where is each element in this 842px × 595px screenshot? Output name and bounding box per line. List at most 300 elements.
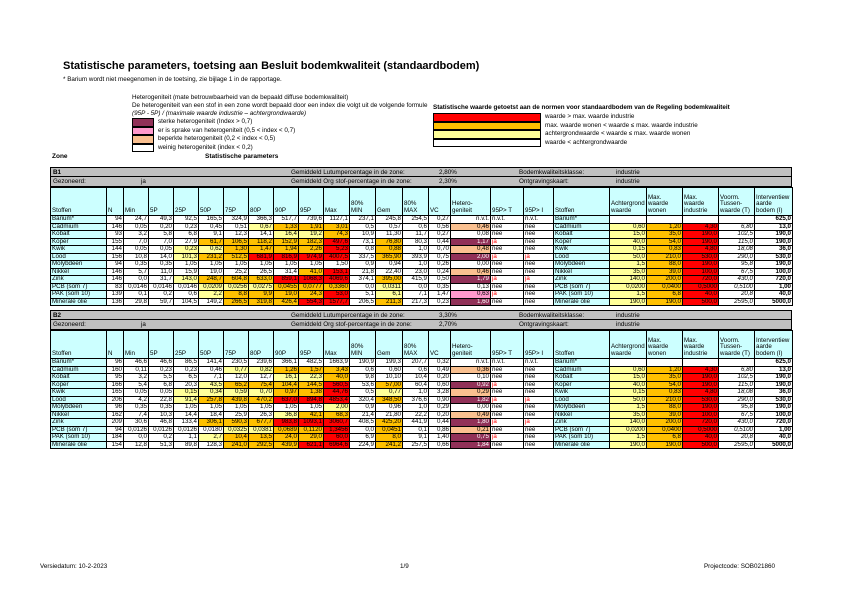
95p-gt-t-cell: nee xyxy=(491,246,524,254)
percentile-value-cell: 0,0275 xyxy=(249,283,274,291)
percentile-value-cell: 27,9 xyxy=(174,238,199,246)
percentile-value-cell: 0,35 xyxy=(149,404,174,412)
percentile-value-cell: 1,91 xyxy=(299,223,324,231)
min80-cell: 206,5 xyxy=(350,298,376,306)
sample-count-cell: 136 xyxy=(107,298,124,306)
legend-item xyxy=(433,130,730,139)
percentile-value-cell: 0,05 xyxy=(124,246,149,254)
percentile-value-cell: 1,05 xyxy=(249,261,274,269)
95p-gt-t-cell: nee xyxy=(491,366,524,374)
percentile-value-cell: 470,2 xyxy=(249,396,274,404)
95p-gt-i-cell: nee xyxy=(524,426,554,434)
percentile-value-cell: 92,5 xyxy=(174,216,199,224)
min80-cell: 0,0 xyxy=(350,283,376,291)
min80-cell: 0,6 xyxy=(350,366,376,374)
95p-gt-i-cell: ja xyxy=(524,396,554,404)
substance-row xyxy=(51,298,793,306)
sample-count-cell: 166 xyxy=(107,381,124,389)
percentile-value-cell: 2,7 xyxy=(199,434,224,442)
percentile-value-cell: 141,4 xyxy=(199,359,224,367)
percentile-value-cell: 12,7 xyxy=(249,374,274,382)
95p-gt-i-cell: nee xyxy=(524,283,554,291)
heterogeneity-cell: 0,63 xyxy=(451,291,491,299)
legend-color-swatch xyxy=(433,139,541,148)
95p-gt-i-cell: nee xyxy=(524,268,554,276)
max-waarde-wonen-cell: 0,0400 xyxy=(647,426,683,434)
95p-gt-t-cell: nee xyxy=(491,389,524,397)
column-header: 75P xyxy=(224,188,249,216)
substance-name: Zink xyxy=(51,419,107,427)
substance-row xyxy=(51,411,793,419)
achtergrondwaarde-cell: 0,60 xyxy=(610,223,647,231)
substance-row xyxy=(51,238,793,246)
legend-item xyxy=(433,113,730,122)
substance-name: Koper xyxy=(51,381,107,389)
percentile-value-cell: 637,0 xyxy=(274,396,299,404)
substance-row xyxy=(51,396,793,404)
legend-color-swatch xyxy=(433,122,541,131)
vc-cell: 0,75 xyxy=(429,253,451,261)
percentile-value-cell: 324,9 xyxy=(224,216,249,224)
percentile-value-cell: 266,5 xyxy=(224,298,249,306)
substance-row xyxy=(51,404,793,412)
percentile-value-cell: 0,1 xyxy=(124,291,149,299)
percentile-value-cell: 46,8 xyxy=(149,419,174,427)
percentile-value-cell: 319,8 xyxy=(249,298,274,306)
percentile-value-cell: 1663,9 xyxy=(324,359,350,367)
percentile-value-cell: 0,6 xyxy=(174,291,199,299)
substance-name: Kobalt xyxy=(554,374,610,382)
interventiewaarde-cell: 100,0 xyxy=(755,411,793,419)
substance-name: Minerale olie xyxy=(51,298,107,306)
heterogeneity-cell: n.v.t. xyxy=(451,359,491,367)
percentile-value-cell: 3,01 xyxy=(324,223,350,231)
zone-band xyxy=(50,320,792,330)
percentile-value-cell: 7,4 xyxy=(124,411,149,419)
percentile-value-cell: 104,5 xyxy=(174,298,199,306)
percentile-value-cell: 0,82 xyxy=(249,366,274,374)
substance-name: Kwik xyxy=(554,246,610,254)
heterogeneity-cell: 1,80 xyxy=(451,419,491,427)
95p-gt-t-cell: nee xyxy=(491,404,524,412)
min80-cell: 10,9 xyxy=(350,231,376,239)
max80-cell: 0,6 xyxy=(403,223,429,231)
interventiewaarde-cell: 40,0 xyxy=(755,291,793,299)
max-waarde-wonen-cell: 39,0 xyxy=(647,411,683,419)
percentile-value-cell: 0,0126 xyxy=(174,426,199,434)
percentile-value-cell: 0,0180 xyxy=(199,426,224,434)
sample-count-cell: 146 xyxy=(107,276,124,284)
percentile-value-cell: 0,23 xyxy=(174,223,199,231)
percentile-value-cell: 1,05 xyxy=(224,404,249,412)
legend-label: beperkte heterogeniteit (0,2 < index < 0,5) xyxy=(158,135,276,142)
percentile-value-cell: 1577,7 xyxy=(324,298,350,306)
legend-label: weinig heterogeniteit (index < 0,2) xyxy=(158,143,253,151)
percentile-value-cell: 5,23 xyxy=(324,246,350,254)
tussenwaarde-cell: 95,8 xyxy=(719,261,755,269)
legend-color-swatch xyxy=(132,144,154,153)
percentile-value-cell: 24,7 xyxy=(124,216,149,224)
percentile-value-cell: 0,11 xyxy=(124,366,149,374)
column-header: Max. waarde industrie xyxy=(683,331,719,359)
substance-name: Cadmium xyxy=(554,223,610,231)
max-waarde-wonen-cell: 200,0 xyxy=(647,419,683,427)
95p-gt-i-cell: nee xyxy=(524,381,554,389)
percentile-value-cell: 7,0 xyxy=(124,238,149,246)
95p-gt-t-cell: n.v.t. xyxy=(491,359,524,367)
sample-count-cell: 156 xyxy=(107,253,124,261)
interventiewaarde-cell: 190,0 xyxy=(755,238,793,246)
percentile-value-cell: 143,0 xyxy=(174,276,199,284)
heterogeneity-cell: 0,00 xyxy=(451,261,491,269)
lutum-label: Gemiddeld Lutumpercentage in de zone: xyxy=(291,169,405,176)
percentile-value-cell: 2,00 xyxy=(324,404,350,412)
max80-cell: 254,5 xyxy=(403,216,429,224)
column-header: Stoffen xyxy=(51,331,107,359)
percentile-value-cell: 153,1 xyxy=(324,268,350,276)
percentile-value-cell: 65,2 xyxy=(224,381,249,389)
mean-cell: 0,88 xyxy=(376,246,403,254)
percentile-value-cell: 1,33 xyxy=(274,223,299,231)
percentile-value-cell: 0,0 xyxy=(124,434,149,442)
max80-cell: 9,1 xyxy=(403,434,429,442)
percentile-value-cell: 2,26 xyxy=(299,246,324,254)
percentile-value-cell: 133,4 xyxy=(174,419,199,427)
lutum-value: 2,80% xyxy=(439,169,457,176)
mean-cell: 6,1 xyxy=(376,291,403,299)
percentile-value-cell: 46,6 xyxy=(124,359,149,367)
percentile-value-cell: 554,3 xyxy=(299,298,324,306)
percentile-value-cell: 0,20 xyxy=(149,223,174,231)
substance-row xyxy=(51,374,793,382)
max-waarde-wonen-cell: 1,20 xyxy=(647,223,683,231)
max80-cell: 376,6 xyxy=(403,396,429,404)
sample-count-cell: 94 xyxy=(107,426,124,434)
95p-gt-t-cell: ja xyxy=(491,291,524,299)
bodemkwaliteitsklasse-value: industrie xyxy=(616,312,640,319)
percentile-value-cell: 894,8 xyxy=(299,396,324,404)
sample-count-cell: 146 xyxy=(107,268,124,276)
sample-count-cell: 93 xyxy=(107,231,124,239)
sample-count-cell: 206 xyxy=(107,396,124,404)
max-waarde-industrie-cell: 190,0 xyxy=(683,404,719,412)
vc-cell: 0,50 xyxy=(429,276,451,284)
95p-gt-t-cell: ja xyxy=(491,419,524,427)
column-header: Max. waarde wonen xyxy=(647,331,683,359)
interventiewaarde-cell: 100,0 xyxy=(755,268,793,276)
column-header: Achtergrond waarde xyxy=(610,188,647,216)
heterogeneity-cell: 0,92 xyxy=(451,381,491,389)
column-header: 50P xyxy=(199,188,224,216)
tussenwaarde-cell: 20,8 xyxy=(719,291,755,299)
achtergrondwaarde-cell: 0,0200 xyxy=(610,283,647,291)
max80-cell: 0,1 xyxy=(403,426,429,434)
substance-name: Minerale olie xyxy=(554,298,610,306)
hetero-legend-formula: (95P - 5P) / (maximale waarde industrie – achtergrondwaarde) xyxy=(132,110,307,117)
95p-gt-t-cell: nee xyxy=(491,374,524,382)
percentile-value-cell: 9,1 xyxy=(199,231,224,239)
substance-name: Nikkel xyxy=(554,268,610,276)
95p-gt-i-cell: nee xyxy=(524,404,554,412)
percentile-value-cell: 51,3 xyxy=(149,441,174,449)
max-waarde-wonen-cell: 190,0 xyxy=(647,298,683,306)
percentile-value-cell: 0,2 xyxy=(149,291,174,299)
percentile-value-cell: 43,5 xyxy=(199,381,224,389)
interventiewaarde-cell: 5000,0 xyxy=(755,298,793,306)
percentile-value-cell: 29,8 xyxy=(124,298,149,306)
achtergrondwaarde-cell: 15,0 xyxy=(610,374,647,382)
max-waarde-industrie-cell: 720,0 xyxy=(683,276,719,284)
mean-cell: 22,40 xyxy=(376,268,403,276)
substance-row xyxy=(51,276,793,284)
vc-cell: 0,29 xyxy=(429,404,451,412)
percentile-value-cell: 5,5 xyxy=(149,374,174,382)
heterogeneity-cell: 0,10 xyxy=(451,374,491,382)
95p-gt-t-cell: ja xyxy=(491,238,524,246)
substance-name: Kwik xyxy=(51,389,107,397)
tussenwaarde-cell: 290,0 xyxy=(719,396,755,404)
max-waarde-industrie-cell: 4,80 xyxy=(683,389,719,397)
norm-test-legend-items xyxy=(433,113,730,147)
column-header: Achtergrond waarde xyxy=(610,331,647,359)
percentile-value-cell: 0,23 xyxy=(174,366,199,374)
percentile-value-cell: 53,0 xyxy=(324,291,350,299)
orgstof-label: Gemiddeld Org stof-percentage in de zone: xyxy=(291,321,412,328)
percentile-value-cell: 26,5 xyxy=(249,268,274,276)
95p-gt-t-cell: ja xyxy=(491,396,524,404)
mean-cell: 21,80 xyxy=(376,411,403,419)
column-header: Voorm. Tussen- waarde (T) xyxy=(719,331,755,359)
zone-name: B2 xyxy=(53,312,62,319)
percentile-value-cell: 604,8 xyxy=(224,276,249,284)
percentile-value-cell: 677,7 xyxy=(249,419,274,427)
vc-cell: 0,27 xyxy=(429,231,451,239)
percentile-value-cell: 1,50 xyxy=(324,261,350,269)
percentile-value-cell: 104,4 xyxy=(274,381,299,389)
percentile-value-cell: 0,0 xyxy=(124,276,149,284)
tussenwaarde-cell: 18,08 xyxy=(719,389,755,397)
sample-count-cell: 83 xyxy=(107,283,124,291)
vc-cell: 0,35 xyxy=(429,283,451,291)
percentile-value-cell: 14,0 xyxy=(149,253,174,261)
mean-cell: 76,80 xyxy=(376,238,403,246)
column-header: VC xyxy=(429,331,451,359)
percentile-value-cell: 75,4 xyxy=(249,381,274,389)
column-header: N xyxy=(107,188,124,216)
column-header: Max. waarde industrie xyxy=(683,188,719,216)
vc-cell: 0,49 xyxy=(429,366,451,374)
tussenwaarde-cell: 102,5 xyxy=(719,231,755,239)
percentile-value-cell: 5,7 xyxy=(124,268,149,276)
column-header: 95P xyxy=(299,331,324,359)
column-header: Hetero- geniteit xyxy=(451,188,491,216)
substance-name: Koper xyxy=(554,238,610,246)
mean-cell: 199,3 xyxy=(376,359,403,367)
vc-cell: 0,26 xyxy=(429,261,451,269)
sample-count-cell: 96 xyxy=(107,404,124,412)
max80-cell: 257,5 xyxy=(403,441,429,449)
vc-cell: 0,20 xyxy=(429,374,451,382)
percentile-value-cell: 4853,4 xyxy=(324,396,350,404)
substance-name: Lood xyxy=(554,253,610,261)
max-waarde-industrie-cell: 40,0 xyxy=(683,434,719,442)
95p-gt-i-cell: nee xyxy=(524,246,554,254)
percentile-value-cell: 1,3456 xyxy=(324,426,350,434)
percentile-value-cell: 5,4 xyxy=(124,381,149,389)
column-header: 80% MAX xyxy=(403,331,429,359)
gezoneerd-label: Gezoneerd: xyxy=(53,178,86,185)
gezoneerd-value: ja xyxy=(141,178,146,185)
95p-gt-t-cell: ja xyxy=(491,253,524,261)
legend-label: waarde < achtergrondwaarde xyxy=(545,138,628,146)
percentile-value-cell: 10,3 xyxy=(149,411,174,419)
header-row xyxy=(51,188,793,216)
zone-table-b2 xyxy=(50,310,792,449)
max-waarde-wonen-cell: 1,20 xyxy=(647,366,683,374)
95p-gt-t-cell: nee xyxy=(491,283,524,291)
percentile-value-cell: 60,0 xyxy=(324,434,350,442)
95p-gt-t-cell: nee xyxy=(491,223,524,231)
percentile-value-cell: 22,8 xyxy=(149,396,174,404)
percentile-value-cell: 0,3360 xyxy=(324,283,350,291)
legend-label: er is sprake van heterogeniteit (0,5 < index < 0,7) xyxy=(158,126,296,134)
column-header: 95P> T xyxy=(491,331,524,359)
hetero-legend-items xyxy=(132,118,427,152)
achtergrondwaarde-cell xyxy=(610,216,647,224)
sample-count-cell: 146 xyxy=(107,223,124,231)
percentile-value-cell: 106,5 xyxy=(224,238,249,246)
percentile-value-cell: 14,1 xyxy=(249,231,274,239)
percentile-value-cell: 0,45 xyxy=(199,223,224,231)
column-header: 90P xyxy=(274,188,299,216)
percentile-value-cell: 1,38 xyxy=(299,389,324,397)
percentile-value-cell: 0,0256 xyxy=(224,283,249,291)
tussenwaarde-cell: 20,8 xyxy=(719,434,755,442)
heterogeneity-cell: 0,46 xyxy=(451,223,491,231)
max-waarde-industrie-cell xyxy=(683,359,719,367)
percentile-value-cell: 59,7 xyxy=(149,298,174,306)
substance-name: PCB (som 7) xyxy=(554,283,610,291)
percentile-value-cell: 0,0209 xyxy=(199,283,224,291)
gezoneerd-value: ja xyxy=(141,321,146,328)
95p-gt-i-cell: nee xyxy=(524,261,554,269)
percentile-value-cell: 101,3 xyxy=(174,253,199,261)
statistics-table xyxy=(50,330,793,449)
column-header: 5P xyxy=(149,331,174,359)
orgstof-value: 2,70% xyxy=(439,321,457,328)
max-waarde-industrie-cell: 500,0 xyxy=(683,441,719,449)
95p-gt-i-cell: nee xyxy=(524,223,554,231)
percentile-value-cell: 292,5 xyxy=(249,441,274,449)
tussenwaarde-cell: 0,5100 xyxy=(719,426,755,434)
footer-version-date: Versiedatum: 10-2-2023 xyxy=(40,563,108,570)
tussenwaarde-cell: 430,0 xyxy=(719,276,755,284)
column-header: Interventiew aarde bodem (I) xyxy=(755,188,793,216)
vc-cell: 0,66 xyxy=(429,441,451,449)
hetero-legend-line2: De heterogeniteit van een stof in een zone wordt bepaald door een index die volgt uit de volgende formule xyxy=(132,102,428,109)
max-waarde-wonen-cell: 200,0 xyxy=(647,276,683,284)
zone-table-b1 xyxy=(50,167,792,306)
legend-item xyxy=(433,122,730,131)
percentile-value-cell: 68,3 xyxy=(324,411,350,419)
column-header: Gem xyxy=(376,331,403,359)
substance-name: Molybdeen xyxy=(51,404,107,412)
legend-label: waarde > max. waarde industrie xyxy=(545,113,635,120)
percentile-value-cell: 0,97 xyxy=(274,389,299,397)
max-waarde-wonen-cell: 0,0400 xyxy=(647,283,683,291)
bodemkwaliteitsklasse-value: industrie xyxy=(616,169,640,176)
interventiewaarde-cell: 190,0 xyxy=(755,381,793,389)
zone-band xyxy=(50,310,792,320)
heterogeneity-cell: 0,46 xyxy=(451,268,491,276)
sample-count-cell: 184 xyxy=(107,434,124,442)
percentile-value-cell: 560,5 xyxy=(324,381,350,389)
mean-cell: 8,0 xyxy=(376,434,403,442)
percentile-value-cell: 1,05 xyxy=(299,404,324,412)
percentile-value-cell: 633,0 xyxy=(249,276,274,284)
max-waarde-wonen-cell xyxy=(647,216,683,224)
max80-cell: 1,0 xyxy=(403,246,429,254)
substance-name: Cadmium xyxy=(554,366,610,374)
interventiewaarde-cell: 190,0 xyxy=(755,374,793,382)
percentile-value-cell: 739,6 xyxy=(299,216,324,224)
percentile-value-cell: 10,8 xyxy=(124,253,149,261)
column-header: Min xyxy=(124,188,149,216)
percentile-value-cell: 165,5 xyxy=(199,216,224,224)
percentile-value-cell: 41,0 xyxy=(299,268,324,276)
vc-cell: 0,60 xyxy=(429,381,451,389)
substance-row xyxy=(51,426,793,434)
tussenwaarde-cell: 115,0 xyxy=(719,238,755,246)
interventiewaarde-cell: 13,0 xyxy=(755,223,793,231)
max-waarde-industrie-cell: 190,0 xyxy=(683,374,719,382)
substance-name: Lood xyxy=(554,396,610,404)
substance-name: Kwik xyxy=(554,389,610,397)
substance-name: Molybdeen xyxy=(51,261,107,269)
footer-project-code: Projectcode: SOB021860 xyxy=(703,563,775,570)
percentile-value-cell: 621,1 xyxy=(299,441,324,449)
column-header: Stoffen xyxy=(554,188,610,216)
substance-name: Barium* xyxy=(554,359,610,367)
legend-item xyxy=(132,135,427,144)
substance-name: Kobalt xyxy=(554,231,610,239)
max80-cell: 393,9 xyxy=(403,253,429,261)
95p-gt-t-cell: nee xyxy=(491,298,524,306)
mean-cell: 241,2 xyxy=(376,441,403,449)
substance-name: PAK (som 10) xyxy=(51,291,107,299)
95p-gt-i-cell: n.v.t. xyxy=(524,359,554,367)
percentile-value-cell: 74,3 xyxy=(324,231,350,239)
achtergrondwaarde-cell: 0,60 xyxy=(610,366,647,374)
achtergrondwaarde-cell: 40,0 xyxy=(610,381,647,389)
interventiewaarde-cell: 1,00 xyxy=(755,426,793,434)
percentile-value-cell: 439,9 xyxy=(274,441,299,449)
legend-item xyxy=(433,139,730,148)
percentile-value-cell: 816,9 xyxy=(274,253,299,261)
zone-name: B1 xyxy=(53,169,62,176)
95p-gt-t-cell: nee xyxy=(491,261,524,269)
max-waarde-wonen-cell: 54,0 xyxy=(647,238,683,246)
zone-band xyxy=(50,177,792,187)
norm-test-legend xyxy=(433,104,730,147)
percentile-value-cell: 16,4 xyxy=(274,231,299,239)
percentile-value-cell: 14,4 xyxy=(174,411,199,419)
max80-cell: 80,3 xyxy=(403,238,429,246)
max-waarde-industrie-cell: 100,0 xyxy=(683,411,719,419)
min80-cell: 0,9 xyxy=(350,261,376,269)
95p-gt-t-cell: nee xyxy=(491,426,524,434)
legend-color-swatch xyxy=(132,118,154,127)
